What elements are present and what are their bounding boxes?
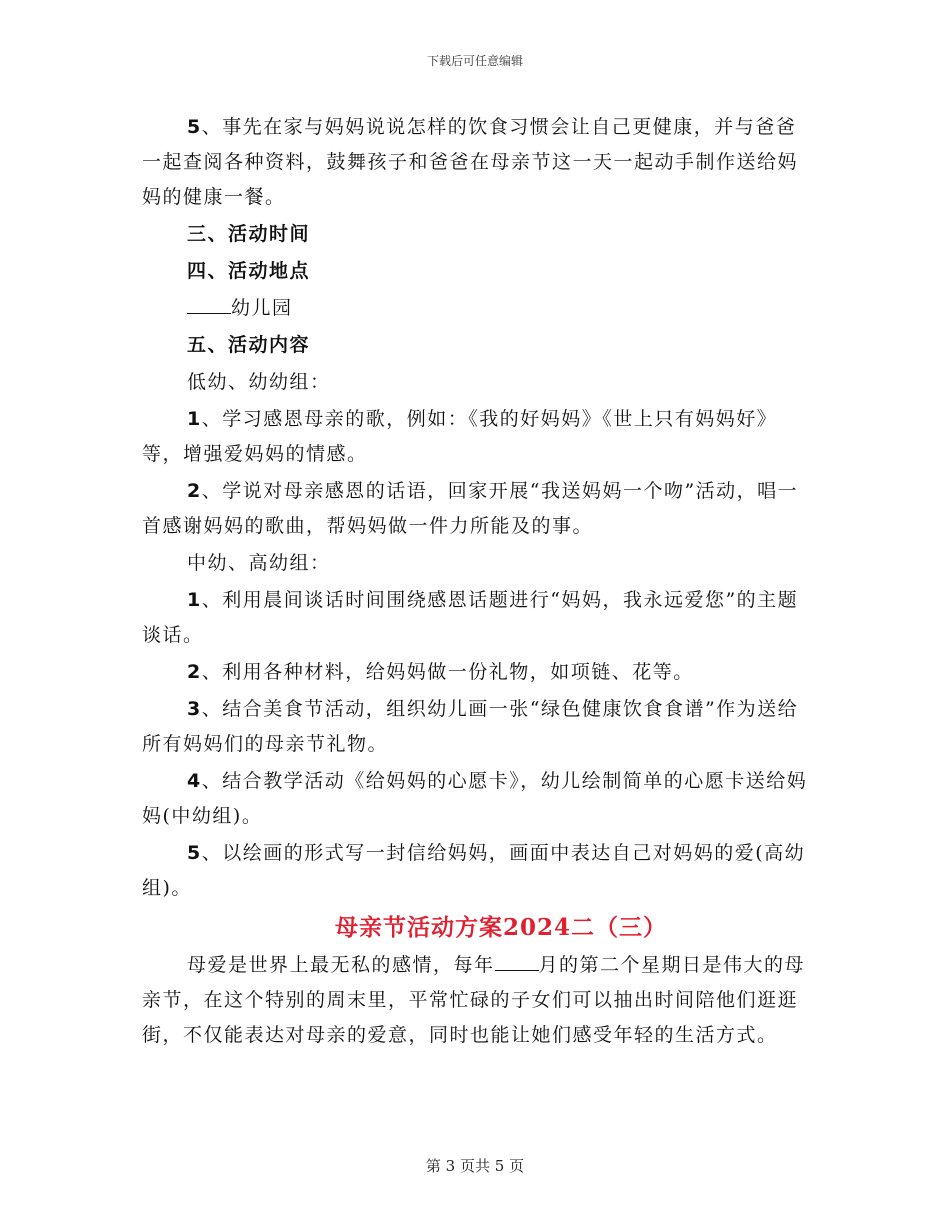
page-header: 下载后可任意编辑 xyxy=(426,54,523,68)
item-text: 、学说对母亲感恩的话语，回家开展“我送妈妈一个吻”活动，唱一首感谢妈妈的歌曲，帮妈妈做一件力所能及的事。 xyxy=(142,480,799,537)
group-label-junior: 低幼、幼幼组： xyxy=(187,371,331,393)
item-number: 2 xyxy=(187,661,202,683)
activity-place xyxy=(142,291,812,326)
blank-line xyxy=(187,293,231,314)
intro-text-a: 母爱是世界上最无私的感情，每年 xyxy=(187,954,495,976)
item-text: 、利用各种材料，给妈妈做一份礼物，如项链、花等。 xyxy=(201,661,694,683)
item-number: 4 xyxy=(187,770,202,792)
item-text: 、以绘画的形式写一封信给妈妈，画面中表达自己对妈妈的爱(高幼组)。 xyxy=(142,842,806,899)
item-number: 1 xyxy=(187,589,202,611)
document-body xyxy=(142,110,812,1055)
blank-line xyxy=(495,950,539,971)
list-item xyxy=(142,474,812,544)
item-number: 3 xyxy=(187,698,202,720)
group-label-senior: 中幼、高幼组： xyxy=(187,552,331,574)
item-text: 、结合美食节活动，组织幼儿画一张“绿色健康饮食食谱”作为送给所有妈妈们的母亲节礼物。 xyxy=(142,698,799,755)
section-title: 母亲节活动方案2024二（三） xyxy=(334,914,667,941)
list-item xyxy=(142,583,812,653)
heading-activity-time: 三、活动时间 xyxy=(187,223,311,245)
heading-activity-place: 四、活动地点 xyxy=(187,260,311,282)
list-item xyxy=(142,402,812,472)
item-number: 5 xyxy=(187,116,202,138)
intro-text-b: 月的第二个星期日是伟大的母亲节，在这个特别的周末里，平常忙碌的子女们可以抽出时间陪他们逛逛街，不仅能表达对母亲的爱意，同时也能让她们感受年轻的生活方式。 xyxy=(142,954,806,1046)
place-text: 幼儿园 xyxy=(231,297,293,319)
intro-paragraph xyxy=(142,948,812,1053)
paragraph-item-5 xyxy=(142,110,812,215)
page-footer: 第 3 页共 5 页 xyxy=(425,1157,525,1175)
item-text: 、事先在家与妈妈说说怎样的饮食习惯会让自己更健康，并与爸爸一起查阅各种资料，鼓舞孩子和爸爸在母亲节这一天一起动手制作送给妈妈的健康一餐。 xyxy=(142,116,799,208)
item-number: 2 xyxy=(187,480,202,502)
item-text: 、利用晨间谈话时间围绕感恩话题进行“妈妈，我永远爱您”的主题谈话。 xyxy=(142,589,799,646)
item-text: 、学习感恩母亲的歌，例如：《我的好妈妈》《世上只有妈妈好》等，增强爱妈妈的情感。 xyxy=(142,408,778,465)
list-item xyxy=(142,655,812,690)
list-item xyxy=(142,692,812,762)
item-number: 5 xyxy=(187,842,202,864)
list-item xyxy=(142,836,812,906)
heading-activity-content: 五、活动内容 xyxy=(187,334,311,356)
list-item xyxy=(142,764,812,834)
item-number: 1 xyxy=(187,408,202,430)
item-text: 、结合教学活动《给妈妈的心愿卡》，幼儿绘制简单的心愿卡送给妈妈(中幼组)。 xyxy=(142,770,808,827)
